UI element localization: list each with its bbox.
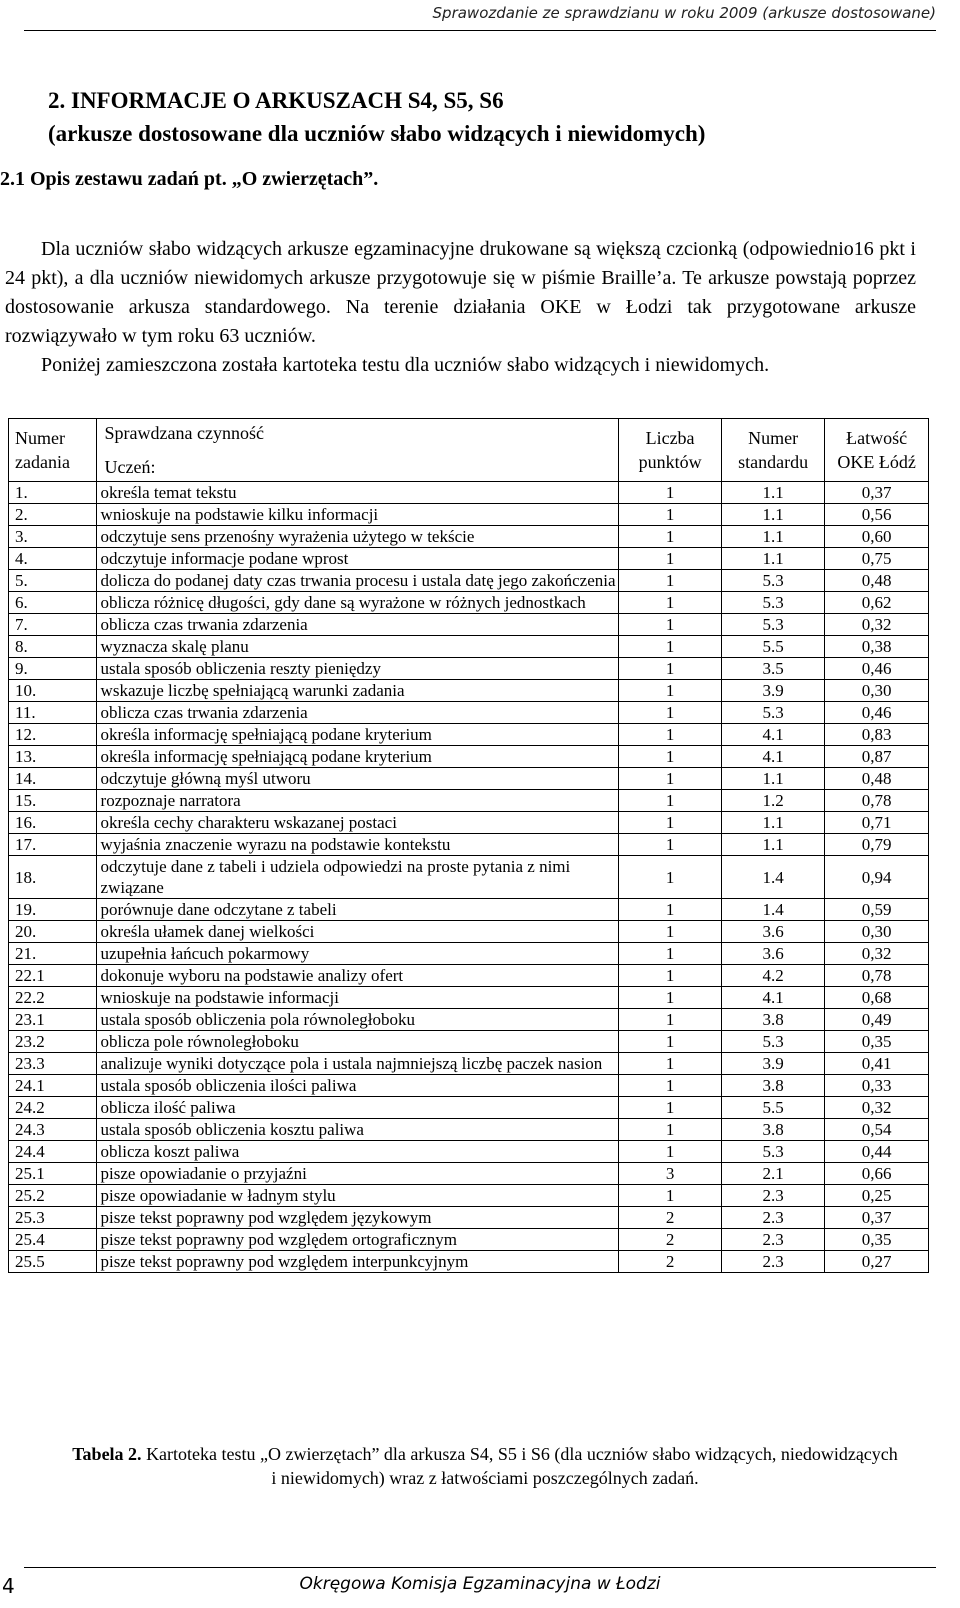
table-row [9,658,929,680]
task-points: 1 [619,724,722,746]
task-points: 1 [619,834,722,856]
task-activity: oblicza czas trwania zdarzenia [96,702,619,724]
task-standard: 4.1 [722,746,825,768]
task-number: 17. [9,834,97,856]
table-caption [70,1442,900,1490]
task-ease: 0,30 [825,680,929,702]
intro-text [5,235,916,380]
task-standard: 5.3 [722,592,825,614]
task-ease: 0,32 [825,943,929,965]
task-ease: 0,94 [825,856,929,899]
table-row [9,570,929,592]
task-activity: oblicza pole równoległoboku [96,1031,619,1053]
header-rule [24,30,936,31]
task-points: 1 [619,746,722,768]
table-row [9,1031,929,1053]
task-points: 1 [619,504,722,526]
task-ease: 0,54 [825,1119,929,1141]
task-activity: wnioskuje na podstawie kilku informacji [96,504,619,526]
table-row [9,921,929,943]
task-ease: 0,30 [825,921,929,943]
task-number: 1. [9,482,97,504]
table-row [9,504,929,526]
task-activity: pisze opowiadanie o przyjaźni [96,1163,619,1185]
task-activity: określa temat tekstu [96,482,619,504]
task-points: 2 [619,1229,722,1251]
table-row [9,1251,929,1273]
task-ease: 0,38 [825,636,929,658]
task-activity: dolicza do podanej daty czas trwania procesu i ustala datę jego zakończenia [96,570,619,592]
task-number: 11. [9,702,97,724]
task-standard: 4.1 [722,724,825,746]
task-points: 1 [619,921,722,943]
task-points: 1 [619,1075,722,1097]
task-activity: określa informację spełniającą podane kryterium [96,724,619,746]
task-activity: określa cechy charakteru wskazanej postaci [96,812,619,834]
task-ease: 0,49 [825,1009,929,1031]
table-row [9,812,929,834]
task-activity: dokonuje wyboru na podstawie analizy ofert [96,965,619,987]
task-standard: 2.3 [722,1185,825,1207]
intro-paragraph-2: Poniżej zamieszczona została kartoteka testu dla uczniów słabo widzących i niewidomych. [41,354,770,376]
table-row [9,592,929,614]
table-row [9,680,929,702]
running-header: Sprawozdanie ze sprawdzianu w roku 2009 (arkusze dostosowane) [432,4,936,22]
task-points: 1 [619,636,722,658]
task-points: 3 [619,1163,722,1185]
task-activity: ustala sposób obliczenia pola równoległoboku [96,1009,619,1031]
subsection-title: 2.1 Opis zestawu zadań pt. „O zwierzętach”. [0,168,379,190]
table-row [9,724,929,746]
task-ease: 0,37 [825,1207,929,1229]
task-ease: 0,48 [825,768,929,790]
task-ease: 0,79 [825,834,929,856]
task-standard: 5.3 [722,1031,825,1053]
task-activity: oblicza ilość paliwa [96,1097,619,1119]
task-standard: 3.9 [722,680,825,702]
table-row [9,614,929,636]
task-ease: 0,25 [825,1185,929,1207]
task-ease: 0,41 [825,1053,929,1075]
task-activity: pisze tekst poprawny pod względem interpunkcyjnym [96,1251,619,1273]
task-number: 9. [9,658,97,680]
table-row [9,746,929,768]
task-number: 25.4 [9,1229,97,1251]
task-ease: 0,71 [825,812,929,834]
table-row [9,1097,929,1119]
task-number: 8. [9,636,97,658]
task-ease: 0,59 [825,899,929,921]
task-points: 1 [619,812,722,834]
task-number: 2. [9,504,97,526]
table-row [9,482,929,504]
task-activity: uzupełnia łańcuch pokarmowy [96,943,619,965]
task-activity: oblicza koszt paliwa [96,1141,619,1163]
task-points: 1 [619,1119,722,1141]
task-ease: 0,56 [825,504,929,526]
table-row [9,526,929,548]
table-row [9,965,929,987]
task-ease: 0,60 [825,526,929,548]
task-points: 1 [619,1031,722,1053]
task-points: 1 [619,702,722,724]
test-specification-table [8,418,929,1273]
task-activity: odczytuje dane z tabeli i udziela odpowiedzi na proste pytania z nimi związane [96,856,619,899]
table-row [9,768,929,790]
task-points: 1 [619,790,722,812]
task-number: 20. [9,921,97,943]
task-ease: 0,48 [825,570,929,592]
task-ease: 0,35 [825,1229,929,1251]
task-points: 2 [619,1251,722,1273]
table-row [9,943,929,965]
header-points: Liczba punktów [619,419,722,482]
task-ease: 0,62 [825,592,929,614]
task-ease: 0,78 [825,790,929,812]
task-points: 1 [619,680,722,702]
task-standard: 3.5 [722,658,825,680]
table-row [9,856,929,899]
caption-label: Tabela 2. [72,1444,142,1464]
table-row [9,899,929,921]
task-standard: 3.8 [722,1119,825,1141]
header-activity [96,419,619,482]
table-body [9,482,929,1273]
table-row [9,1075,929,1097]
task-standard: 1.4 [722,856,825,899]
task-number: 18. [9,856,97,899]
task-standard: 4.2 [722,965,825,987]
task-ease: 0,75 [825,548,929,570]
footer-institution: Okręgowa Komisja Egzaminacyjna w Łodzi [299,1574,661,1594]
task-activity: rozpoznaje narratora [96,790,619,812]
task-standard: 5.5 [722,1097,825,1119]
table-row [9,1207,929,1229]
task-standard: 1.4 [722,899,825,921]
task-ease: 0,66 [825,1163,929,1185]
task-activity: pisze tekst poprawny pod względem językowym [96,1207,619,1229]
task-activity: wnioskuje na podstawie informacji [96,987,619,1009]
task-activity: analizuje wyniki dotyczące pola i ustala najmniejszą liczbę paczek nasion [96,1053,619,1075]
task-number: 13. [9,746,97,768]
task-points: 1 [619,658,722,680]
task-activity: ustala sposób obliczenia kosztu paliwa [96,1119,619,1141]
task-points: 1 [619,1185,722,1207]
task-points: 1 [619,1053,722,1075]
task-points: 1 [619,614,722,636]
task-points: 1 [619,768,722,790]
task-activity: odczytuje główną myśl utworu [96,768,619,790]
table-row [9,790,929,812]
task-ease: 0,37 [825,482,929,504]
task-number: 14. [9,768,97,790]
table-row [9,1185,929,1207]
task-number: 22.1 [9,965,97,987]
task-number: 4. [9,548,97,570]
task-ease: 0,46 [825,702,929,724]
task-standard: 5.5 [722,636,825,658]
task-number: 5. [9,570,97,592]
task-activity: określa ułamek danej wielkości [96,921,619,943]
task-standard: 1.1 [722,526,825,548]
task-standard: 1.2 [722,790,825,812]
table-row [9,1119,929,1141]
task-number: 25.5 [9,1251,97,1273]
task-points: 1 [619,899,722,921]
task-ease: 0,83 [825,724,929,746]
task-points: 1 [619,482,722,504]
task-standard: 2.1 [722,1163,825,1185]
task-activity: oblicza czas trwania zdarzenia [96,614,619,636]
task-number: 23.2 [9,1031,97,1053]
header-activity-title: Sprawdzana czynność [104,423,264,443]
task-number: 25.3 [9,1207,97,1229]
task-ease: 0,44 [825,1141,929,1163]
task-activity: wyjaśnia znaczenie wyrazu na podstawie kontekstu [96,834,619,856]
task-ease: 0,78 [825,965,929,987]
task-ease: 0,32 [825,1097,929,1119]
task-standard: 1.1 [722,834,825,856]
task-points: 1 [619,965,722,987]
task-activity: ustala sposób obliczenia ilości paliwa [96,1075,619,1097]
task-standard: 3.6 [722,943,825,965]
task-points: 1 [619,987,722,1009]
table-row [9,1053,929,1075]
task-activity: odczytuje informacje podane wprost [96,548,619,570]
task-standard: 1.1 [722,482,825,504]
header-number: Numer zadania [9,419,97,482]
task-activity: porównuje dane odczytane z tabeli [96,899,619,921]
task-number: 24.3 [9,1119,97,1141]
section-title [48,84,912,150]
task-number: 22.2 [9,987,97,1009]
header-activity-sub: Uczeń: [104,457,156,477]
caption-text: Kartoteka testu „O zwierzętach” dla arkusza S4, S5 i S6 (dla uczniów słabo widzących, niedowidzących i niewidomych) wraz z łatwościami poszczególnych zadań. [146,1444,898,1488]
task-activity: określa informację spełniającą podane kryterium [96,746,619,768]
task-points: 1 [619,856,722,899]
task-standard: 1.1 [722,768,825,790]
task-activity: pisze tekst poprawny pod względem ortograficznym [96,1229,619,1251]
task-number: 6. [9,592,97,614]
task-number: 24.4 [9,1141,97,1163]
table-row [9,834,929,856]
task-standard: 1.1 [722,548,825,570]
section-title-line2: (arkusze dostosowane dla uczniów słabo widzących i niewidomych) [48,121,706,146]
header-standard: Numer standardu [722,419,825,482]
task-standard: 3.8 [722,1009,825,1031]
task-points: 1 [619,943,722,965]
task-standard: 5.3 [722,702,825,724]
task-number: 16. [9,812,97,834]
task-points: 2 [619,1207,722,1229]
task-points: 1 [619,592,722,614]
task-activity: wskazuje liczbę spełniającą warunki zadania [96,680,619,702]
task-standard: 1.1 [722,812,825,834]
task-activity: pisze opowiadanie w ładnym stylu [96,1185,619,1207]
content [0,84,916,380]
intro-paragraph-1: Dla uczniów słabo widzących arkusze egzaminacyjne drukowane są większą czcionką (odpowiednio16 pkt i 24 pkt), a dla uczniów niewidomych arkusze przygotowuje się w piśmie Braille’a. Te arkusze powstają poprzez dostosowanie arkusza standardowego. Na terenie działania OKE w Łodzi tak przygotowane arkusze rozwiązywało w tym roku 63 uczniów. [5,238,916,347]
task-number: 24.2 [9,1097,97,1119]
footer-rule [24,1567,936,1568]
table-row [9,548,929,570]
task-number: 24.1 [9,1075,97,1097]
task-points: 1 [619,1141,722,1163]
task-number: 15. [9,790,97,812]
task-ease: 0,46 [825,658,929,680]
task-points: 1 [619,1009,722,1031]
task-standard: 3.8 [722,1075,825,1097]
task-number: 21. [9,943,97,965]
table-row [9,702,929,724]
section-title-line1: 2. INFORMACJE O ARKUSZACH S4, S5, S6 [48,88,504,113]
task-ease: 0,33 [825,1075,929,1097]
table-row [9,987,929,1009]
task-ease: 0,35 [825,1031,929,1053]
header-ease: Łatwość OKE Łódź [825,419,929,482]
task-number: 23.1 [9,1009,97,1031]
task-standard: 1.1 [722,504,825,526]
task-standard: 3.6 [722,921,825,943]
task-points: 1 [619,526,722,548]
task-standard: 5.3 [722,570,825,592]
task-number: 7. [9,614,97,636]
task-ease: 0,87 [825,746,929,768]
task-standard: 4.1 [722,987,825,1009]
task-number: 19. [9,899,97,921]
table-header-row [9,419,929,482]
page-number: 4 [2,1574,15,1598]
table-row [9,1229,929,1251]
task-ease: 0,68 [825,987,929,1009]
task-standard: 3.9 [722,1053,825,1075]
task-number: 23.3 [9,1053,97,1075]
task-number: 10. [9,680,97,702]
task-number: 3. [9,526,97,548]
task-points: 1 [619,548,722,570]
task-activity: ustala sposób obliczenia reszty pieniędzy [96,658,619,680]
task-standard: 2.3 [722,1207,825,1229]
task-ease: 0,27 [825,1251,929,1273]
table-row [9,1163,929,1185]
task-standard: 2.3 [722,1229,825,1251]
task-standard: 5.3 [722,1141,825,1163]
table-row [9,1141,929,1163]
task-number: 12. [9,724,97,746]
task-activity: odczytuje sens przenośny wyrażenia użytego w tekście [96,526,619,548]
task-number: 25.1 [9,1163,97,1185]
table-row [9,636,929,658]
task-points: 1 [619,570,722,592]
task-points: 1 [619,1097,722,1119]
task-standard: 2.3 [722,1251,825,1273]
table-row [9,1009,929,1031]
task-activity: wyznacza skalę planu [96,636,619,658]
task-number: 25.2 [9,1185,97,1207]
task-ease: 0,32 [825,614,929,636]
task-standard: 5.3 [722,614,825,636]
task-activity: oblicza różnicę długości, gdy dane są wyrażone w różnych jednostkach [96,592,619,614]
